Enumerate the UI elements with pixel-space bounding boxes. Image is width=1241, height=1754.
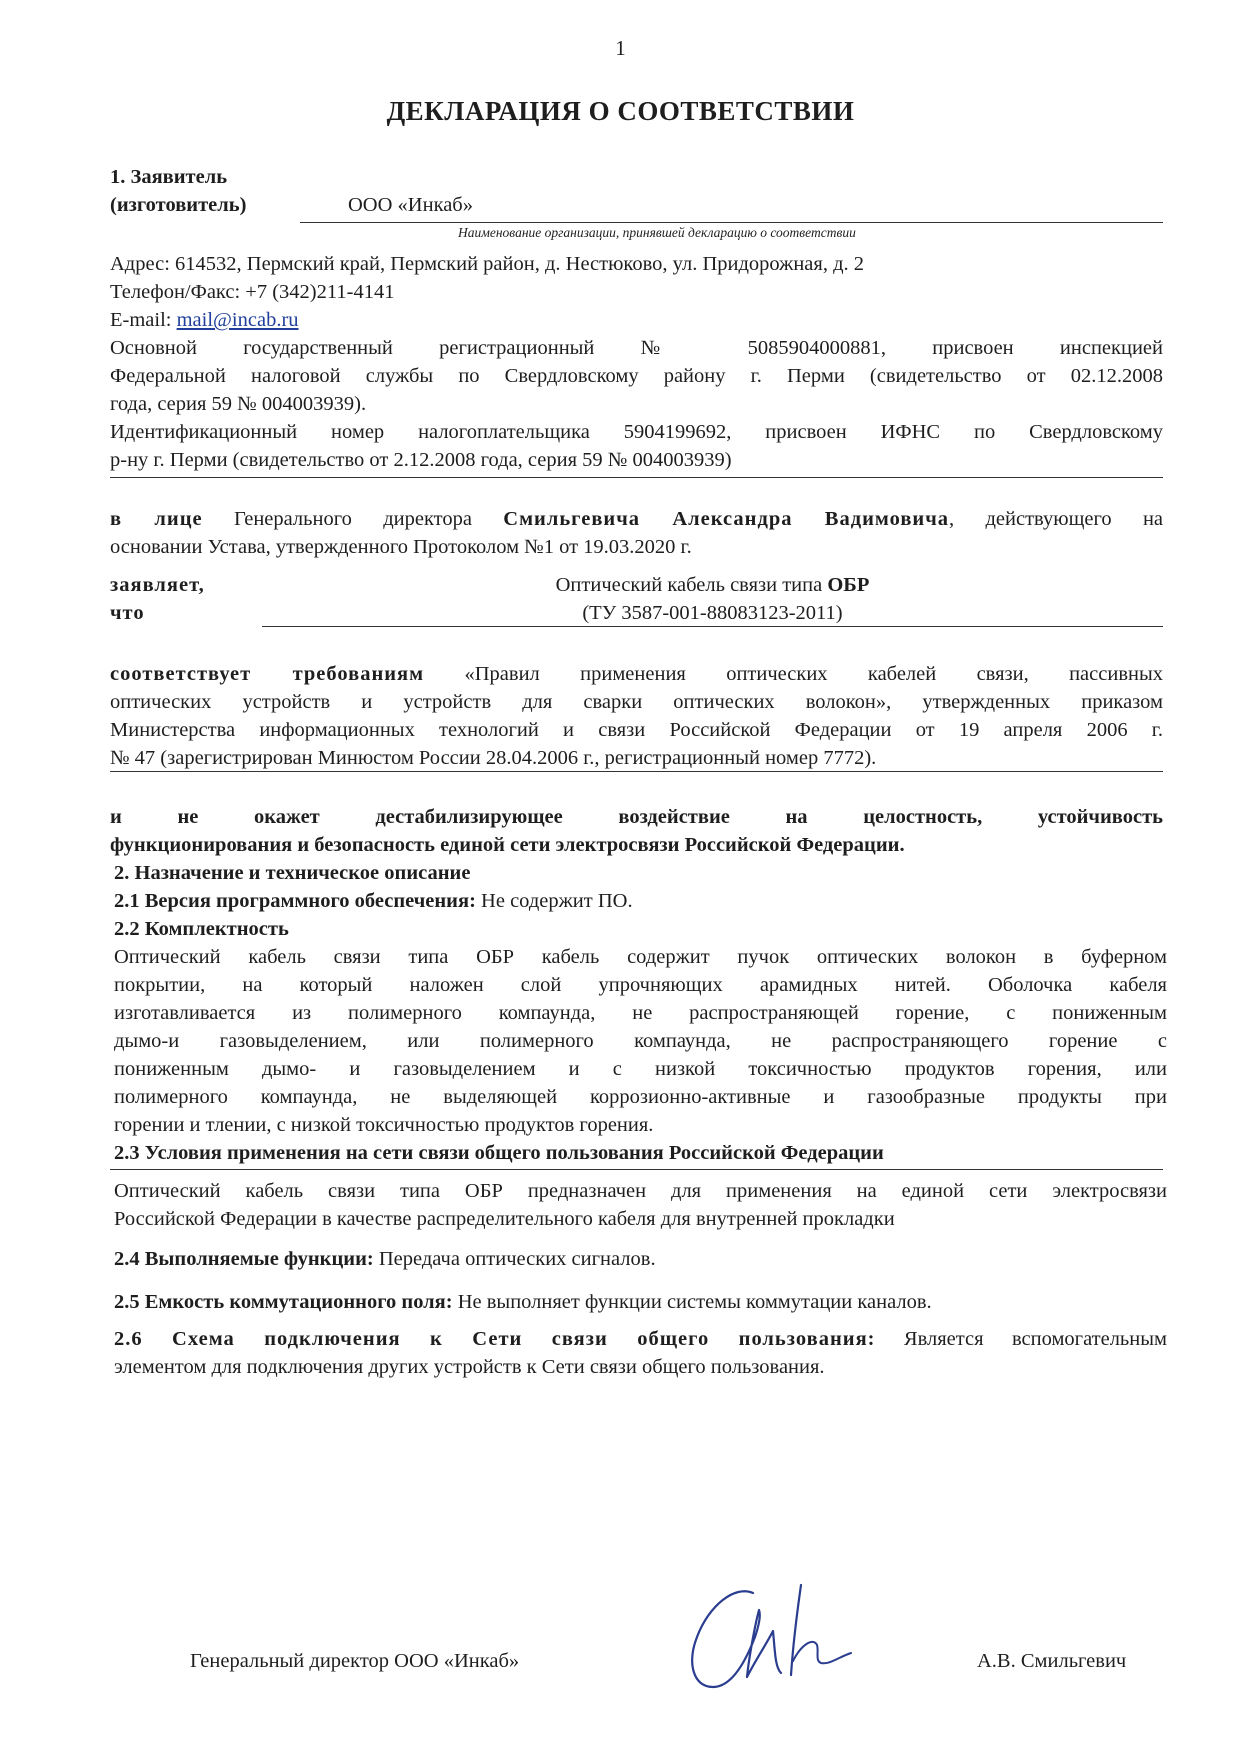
compliance-line1-text: «Правил применения оптических кабелей связи, пассивных <box>424 663 1163 685</box>
document-title: ДЕКЛАРАЦИЯ О СООТВЕТСТВИИ <box>386 96 855 126</box>
section-2-2-line: Оптический кабель связи типа ОБР кабель содержит пучок оптических волокон в буферном <box>114 946 1167 968</box>
declares-label-line2: что <box>110 602 145 624</box>
section-2-1-label: 2.1 Версия программного обеспечения: <box>114 890 476 912</box>
section-2-2-line: дымо-и газовыделением, или полимерного компаунда, не распространяющего горение с <box>114 1030 1167 1052</box>
product-name <box>262 571 1163 599</box>
section-2-heading: 2. Назначение и техническое описание <box>114 862 471 884</box>
product-underline <box>262 626 1163 627</box>
representative-prefix: в лице <box>110 508 203 530</box>
phone-line: Телефон/Факс: +7 (342)211-4141 <box>110 281 395 303</box>
applicant-heading <box>110 163 246 219</box>
ogrn-line-1: Основной государственный регистрационный № 5085904000881, присвоен инспекцией <box>110 337 1163 359</box>
compliance-line-3: Министерства информационных технологий и связи Российской Федерации от 19 апреля 2006 г. <box>110 719 1163 741</box>
section-2-2-heading: 2.2 Комплектность <box>114 918 289 940</box>
declares-label <box>110 571 205 627</box>
handwritten-signature <box>675 1565 870 1700</box>
inn-line-1: Идентификационный номер налогоплательщика 5904199692, присвоен ИФНС по Свердловскому <box>110 421 1163 443</box>
applicant-heading-line2: (изготовитель) <box>110 194 247 216</box>
product-type: ОБР <box>827 574 870 596</box>
representative-line-2: основании Устава, утвержденного Протоколом №1 от 19.03.2020 г. <box>110 536 692 558</box>
compliance-block <box>110 660 1163 772</box>
section-2-2-line: горении и тлении, с низкой токсичностью продуктов горения. <box>114 1114 654 1136</box>
email-label: E-mail: <box>110 309 177 331</box>
no-destabilize-block <box>110 803 1163 859</box>
compliance-lead: соответствует требованиям <box>110 663 425 685</box>
section-2-5-text: Не выполняет функции системы коммутации каналов. <box>452 1291 932 1313</box>
section-2-2-line: покрытии, на который наложен слой упрочняющих арамидных нитей. Оболочка кабеля <box>114 974 1167 996</box>
section-2-1 <box>114 887 1167 915</box>
applicant-divider <box>110 477 1163 478</box>
compliance-divider <box>110 771 1163 772</box>
applicant-details <box>110 250 1163 474</box>
section-2-3-line-1: Оптический кабель связи типа ОБР предназначен для применения на единой сети электросвязи <box>114 1180 1167 1202</box>
email-line <box>110 306 1163 334</box>
section-2-5 <box>114 1288 932 1316</box>
section-2-2-line: пониженным дымо- и газовыделением и с низкой токсичностью продуктов горения, или <box>114 1058 1167 1080</box>
section-2 <box>114 859 1167 1167</box>
inn-line-2: р-ну г. Перми (свидетельство от 2.12.2008 года, серия 59 № 004003939) <box>110 449 732 471</box>
section-2-6-label: 2.6 Схема подключения к Сети связи общего пользования: <box>114 1328 876 1350</box>
representative-line-1 <box>110 505 1163 533</box>
section-2-4-text: Передача оптических сигналов. <box>373 1248 656 1270</box>
section-2-5-label: 2.5 Емкость коммутационного поля: <box>114 1291 453 1313</box>
section-2-3-line-2: Российской Федерации в качестве распределительного кабеля для внутренней прокладки <box>114 1208 895 1230</box>
product-block <box>262 571 1163 627</box>
product-prefix: Оптический кабель связи типа <box>555 574 828 596</box>
section-2-1-text: Не содержит ПО. <box>475 890 633 912</box>
no-destabilize-line-1: и не окажет дестабилизирующее воздействие на целостность, устойчивость <box>110 806 1163 828</box>
ogrn-line-3: года, серия 59 № 004003939). <box>110 393 367 415</box>
section-2-2-line: полимерного компаунда, не выделяющей коррозионно-активные и газообразные продукты при <box>114 1086 1167 1108</box>
page-number: 1 <box>615 36 626 60</box>
section-2-6-text: Является вспомогательным <box>875 1328 1167 1350</box>
product-tu: (ТУ 3587-001-88083123-2011) <box>582 602 843 624</box>
representative-position: Генерального директора <box>202 508 504 530</box>
section-2-2-line: изготавливается из полимерного компаунда, не распространяющей горение, с пониженным <box>114 1002 1167 1024</box>
org-name-caption: Наименование организации, принявшей декларацию о соответствии <box>458 225 856 240</box>
section-2-3-heading: 2.3 Условия применения на сети связи общего пользования Российской Федерации <box>114 1142 884 1164</box>
representative-suffix: , действующего на <box>949 508 1164 530</box>
compliance-line-1 <box>110 660 1163 688</box>
signatory-position: Генеральный директор ООО «Инкаб» <box>190 1650 520 1672</box>
section-2-4-label: 2.4 Выполняемые функции: <box>114 1248 374 1270</box>
representative-block <box>110 505 1163 561</box>
signatory-name: А.В. Смильгевич <box>977 1650 1127 1672</box>
email-link[interactable]: mail@incab.ru <box>176 309 299 331</box>
representative-name: Смильгевича Александра Вадимовича <box>503 508 950 530</box>
section-2-3-divider <box>110 1169 1163 1170</box>
compliance-line-4: № 47 (зарегистрирован Минюстом России 28.04.2006 г., регистрационный номер 7772). <box>110 747 877 769</box>
section-2-6-line-2: элементом для подключения других устройств к Сети связи общего пользования. <box>114 1356 825 1378</box>
ogrn-line-2: Федеральной налоговой службы по Свердловскому району г. Перми (свидетельство от 02.12.2008 <box>110 365 1163 387</box>
applicant-heading-line1: 1. Заявитель <box>110 166 228 188</box>
declares-label-line1: заявляет, <box>110 574 205 596</box>
section-2-6 <box>114 1325 1167 1381</box>
section-2-6-line-1 <box>114 1325 1167 1353</box>
address-line: Адрес: 614532, Пермский край, Пермский район, д. Нестюково, ул. Придорожная, д. 2 <box>110 253 865 275</box>
no-destabilize-line-2: функционирования и безопасность единой сети электросвязи Российской Федерации. <box>110 834 905 856</box>
section-2-3-body <box>114 1177 1167 1233</box>
compliance-line-2: оптических устройств и устройств для сварки оптических волокон», утвержденных приказом <box>110 691 1163 713</box>
org-name-underline <box>300 222 1163 223</box>
section-2-4 <box>114 1245 656 1273</box>
applicant-org-name: ООО «Инкаб» <box>348 194 473 216</box>
